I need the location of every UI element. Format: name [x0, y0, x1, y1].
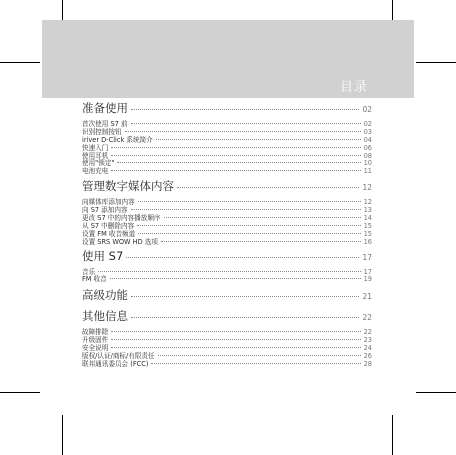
- toc-item-label: 故障排除: [82, 328, 109, 337]
- toc-section-row[interactable]: [82, 248, 372, 263]
- dot-leader: [164, 217, 361, 218]
- toc-item-row[interactable]: [82, 350, 372, 361]
- dot-leader: [138, 233, 360, 234]
- dot-leader: [98, 271, 360, 272]
- toc-item-row[interactable]: [82, 118, 372, 126]
- dot-leader: [161, 241, 361, 242]
- toc-section: [82, 178, 372, 246]
- toc-section-page: 02: [362, 105, 372, 114]
- toc-item-page: 10: [363, 159, 372, 168]
- toc-item-page: 14: [363, 214, 372, 223]
- dot-leader: [111, 331, 360, 332]
- dot-leader: [117, 162, 360, 163]
- toc-item-row[interactable]: [82, 165, 372, 176]
- toc-item-row[interactable]: [82, 358, 372, 366]
- toc-item-label: 升级固件: [82, 336, 109, 345]
- toc-item-row[interactable]: [82, 334, 372, 345]
- toc-item-label: 首次使用 S7 前: [82, 120, 128, 128]
- toc-item-page: 22: [363, 328, 372, 337]
- crop-mark-right-top: [416, 62, 456, 63]
- toc-item-label: 使用耳机: [82, 151, 109, 160]
- toc-item-label: iriver D-Click 系统简介: [82, 135, 153, 144]
- toc-section: [82, 308, 372, 368]
- toc-section-page: 17: [362, 252, 372, 262]
- toc-section: [82, 100, 372, 176]
- dot-leader: [137, 225, 360, 226]
- toc-section-title: 管理数字媒体内容: [82, 179, 174, 194]
- crop-mark-left-bottom: [0, 392, 40, 393]
- toc-item-label: 识别控制按钮: [82, 127, 122, 136]
- table-of-contents: [82, 100, 372, 366]
- toc-section-title: 高级功能: [82, 288, 128, 303]
- toc-section-page: 21: [362, 292, 372, 302]
- toc-item-row[interactable]: [82, 342, 372, 353]
- toc-section: [82, 248, 372, 282]
- toc-item-row[interactable]: [82, 150, 372, 158]
- toc-item-row[interactable]: [82, 273, 372, 284]
- dot-leader: [110, 278, 361, 279]
- toc-item-label: 快速入门: [82, 143, 109, 152]
- toc-item-row[interactable]: [82, 326, 372, 337]
- crop-mark-right-bottom: [416, 392, 456, 393]
- toc-item-row[interactable]: [82, 266, 372, 274]
- toc-item-row[interactable]: [82, 157, 372, 168]
- dot-leader: [125, 131, 361, 132]
- crop-mark-bottom-right: [392, 415, 393, 455]
- toc-item-page: 13: [363, 206, 372, 215]
- toc-item-page: 08: [363, 151, 372, 160]
- toc-item-label: 版权/认证/商标/有限责任: [82, 352, 155, 361]
- toc-section-row[interactable]: [82, 100, 372, 115]
- toc-item-label: 从 S7 中删除内容: [82, 221, 135, 230]
- crop-mark-bottom-left: [62, 415, 63, 455]
- toc-item-label: 联邦通讯委员会 (FCC): [82, 359, 149, 368]
- toc-item-row[interactable]: [82, 228, 372, 236]
- dot-leader: [126, 257, 359, 258]
- toc-item-page: 26: [363, 352, 372, 361]
- toc-item-label: 向媒体库添加内容: [82, 198, 135, 207]
- toc-section: [82, 287, 372, 302]
- toc-item-page: 06: [363, 143, 372, 152]
- toc-section-title: 其他信息: [82, 309, 128, 324]
- toc-item-page: 28: [363, 359, 372, 368]
- toc-item-row[interactable]: [82, 236, 372, 244]
- dot-leader: [131, 296, 359, 297]
- dot-leader: [111, 147, 360, 148]
- dot-leader: [111, 170, 360, 171]
- toc-item-row[interactable]: [82, 134, 372, 142]
- dot-leader: [156, 139, 361, 140]
- toc-item-label: 向 S7 添加内容: [82, 206, 128, 215]
- toc-item-label: 设置 FM 收音频道: [82, 229, 136, 238]
- dot-leader: [111, 347, 360, 348]
- toc-item-page: 19: [363, 275, 372, 284]
- toc-item-label: 设置 SRS WOW HD 选项: [82, 237, 158, 246]
- toc-section-title: 准备使用: [82, 101, 128, 115]
- toc-section-row[interactable]: [82, 308, 372, 323]
- toc-item-row[interactable]: [82, 196, 372, 207]
- toc-item-label: 安全说明: [82, 344, 109, 353]
- dot-leader: [177, 187, 359, 188]
- toc-item-label: 电池充电: [82, 167, 109, 176]
- toc-section-row[interactable]: [82, 178, 372, 193]
- toc-item-page: 24: [363, 344, 372, 353]
- dot-leader: [138, 201, 361, 202]
- toc-item-label: 音乐: [82, 267, 96, 276]
- toc-section-row[interactable]: [82, 287, 372, 302]
- toc-item-page: 04: [363, 135, 372, 144]
- toc-item-label: 更改 S7 中的内容播放顺序: [82, 214, 161, 223]
- toc-item-page: 12: [363, 198, 372, 207]
- toc-item-page: 11: [363, 167, 372, 176]
- dot-leader: [131, 109, 359, 110]
- crop-mark-left-top: [0, 62, 40, 63]
- toc-section-page: 22: [362, 313, 372, 323]
- page-title: 目录: [340, 80, 369, 95]
- dot-leader: [158, 355, 361, 356]
- toc-item-page: 16: [363, 237, 372, 246]
- toc-item-label: FM 收音: [82, 275, 107, 284]
- dot-leader: [151, 363, 360, 364]
- dot-leader: [131, 209, 361, 210]
- toc-item-page: 15: [363, 229, 372, 238]
- dot-leader: [111, 339, 360, 340]
- toc-item-label: 使用"锁定": [82, 159, 115, 168]
- toc-item-page: 23: [363, 336, 372, 345]
- dot-leader: [131, 123, 361, 124]
- toc-section-page: 12: [362, 183, 372, 193]
- toc-item-page: 02: [363, 120, 372, 128]
- toc-item-row[interactable]: [82, 204, 372, 215]
- toc-item-row[interactable]: [82, 212, 372, 223]
- dot-leader: [111, 155, 360, 156]
- toc-section-title: 使用 S7: [82, 248, 124, 263]
- toc-item-page: 17: [363, 267, 372, 276]
- toc-item-page: 03: [363, 127, 372, 136]
- toc-item-row[interactable]: [82, 220, 372, 228]
- dot-leader: [131, 317, 359, 318]
- toc-item-page: 15: [363, 221, 372, 230]
